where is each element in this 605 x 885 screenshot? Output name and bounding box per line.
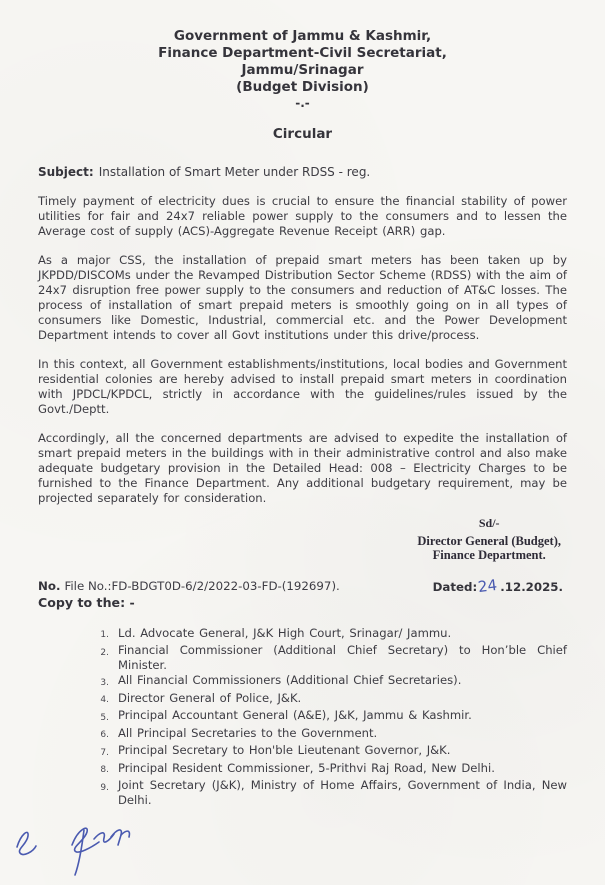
copy-item-number: 7.: [100, 747, 109, 758]
copy-item: [95, 708, 567, 726]
letterhead-line-4: (Budget Division): [236, 79, 369, 95]
body-paragraph-4: Accordingly, all the concerned departments are advised to expedite the installation of smart prepaid meters in the buildings with in their administrative control and also make adequate budgetary provision in the Detailed Head: 008 – Electricity Charges to be furnished to the Finance Department. Any additional budgetary requirement, may be projected separately for consideration.: [38, 431, 567, 505]
copy-item-number: 4.: [100, 695, 109, 705]
header-separator: -.-: [295, 96, 310, 110]
body-paragraph-1: Timely payment of electricity dues is crucial to ensure the financial stability of power utilities for fair and 24x7 reliable power supply to the consumers and to lessen the Average cost of supply (ACS)-Aggregate Revenue Receipt (ARR) gap.: [38, 194, 567, 238]
subject-line: [38, 165, 567, 180]
dated-day-handwritten: 24: [477, 575, 499, 596]
copy-item: [95, 778, 567, 808]
letterhead-line-1: Government of Jammu & Kashmir,: [173, 28, 432, 44]
reference-row: [38, 575, 567, 610]
copy-item-number: 2.: [100, 647, 109, 658]
copy-item-number: 1.: [100, 630, 109, 640]
signoff-block: [417, 516, 561, 563]
copy-item-number: 3.: [100, 677, 109, 688]
document-title: Circular: [272, 126, 333, 142]
dated-label: Dated:: [432, 579, 478, 594]
copy-list: [95, 626, 567, 809]
letterhead-line-3: Jammu/Srinagar: [241, 62, 364, 78]
copy-item-text: Financial Commissioner (Additional Chief Secretary) to Hon’ble Chief Minister.: [118, 643, 567, 672]
letterhead: [38, 28, 567, 96]
subject-text: Installation of Smart Meter under RDSS - reg.: [98, 165, 371, 179]
copy-item-text: Principal Secretary to Hon'ble Lieutenant Governor, J&K.: [118, 743, 451, 757]
copy-item: [95, 726, 567, 744]
signoff-title: Director General (Budget),: [417, 533, 561, 548]
signoff-department: Finance Department.: [432, 548, 546, 562]
file-no-value: File No.:FD-BDGT0D-6/2/2022-03-FD-(192697).: [64, 578, 340, 593]
copy-item: [95, 626, 567, 644]
body-paragraph-2: As a major CSS, the installation of prepaid smart meters has been taken up by JKPDD/DISCOMs under the Revamped Distribution Sector Scheme (RDSS) with the aim of 24x7 disruption free power supply to the consumers and reduction of AT&C losses. The process of installation of smart prepaid meters is smoothly going on in all types of consumers like Domestic, Industrial, commercial etc. and the Power Development Department intends to cover all Govt institutions under this drive/process.: [38, 253, 567, 342]
body-paragraph-3: In this context, all Government establishments/institutions, local bodies and Government residential colonies are hereby advised to install prepaid smart meters in coordination with JPDCL/KPDCL, strictly in accordance with the guidelines/rules issued by the Govt./Deptt.: [38, 357, 567, 416]
signature-scribble: [8, 820, 168, 882]
copy-item: [95, 691, 567, 709]
copy-item: [95, 743, 567, 761]
file-number-block: [38, 579, 340, 610]
copy-item: [95, 673, 567, 691]
dated-line: [432, 575, 567, 596]
copy-item-text: Joint Secretary (J&K), Ministry of Home Affairs, Government of India, New Delhi.: [118, 778, 567, 807]
copy-item-text: All Financial Commissioners (Additional Chief Secretaries).: [118, 673, 462, 687]
file-number-line: [38, 579, 340, 594]
dated-rest: .12.2025.: [500, 579, 563, 594]
copy-item: [95, 761, 567, 779]
copy-item-text: Ld. Advocate General, J&K High Court, Srinagar/ Jammu.: [118, 625, 452, 640]
subject-label: Subject:: [38, 165, 94, 179]
signoff-sd: Sd/-: [478, 516, 500, 530]
copy-item-text: Director General of Police, J&K.: [118, 690, 302, 705]
letterhead-line-2: Finance Department-Civil Secretariat,: [158, 45, 447, 61]
copy-to-label: Copy to the: -: [38, 594, 135, 610]
copy-item-number: 8.: [100, 765, 109, 775]
copy-item-number: 6.: [100, 730, 109, 740]
file-no-label: No.: [38, 578, 61, 593]
copy-item-text: Principal Resident Commissioner, 5-Prithvi Raj Road, New Delhi.: [118, 760, 495, 775]
copy-item-number: 5.: [100, 712, 109, 723]
copy-item-number: 9.: [100, 782, 109, 793]
copy-item: [95, 643, 567, 673]
copy-item-text: Principal Accountant General (A&E), J&K, Jammu & Kashmir.: [118, 708, 472, 722]
copy-item-text: All Principal Secretaries to the Government.: [118, 725, 378, 740]
